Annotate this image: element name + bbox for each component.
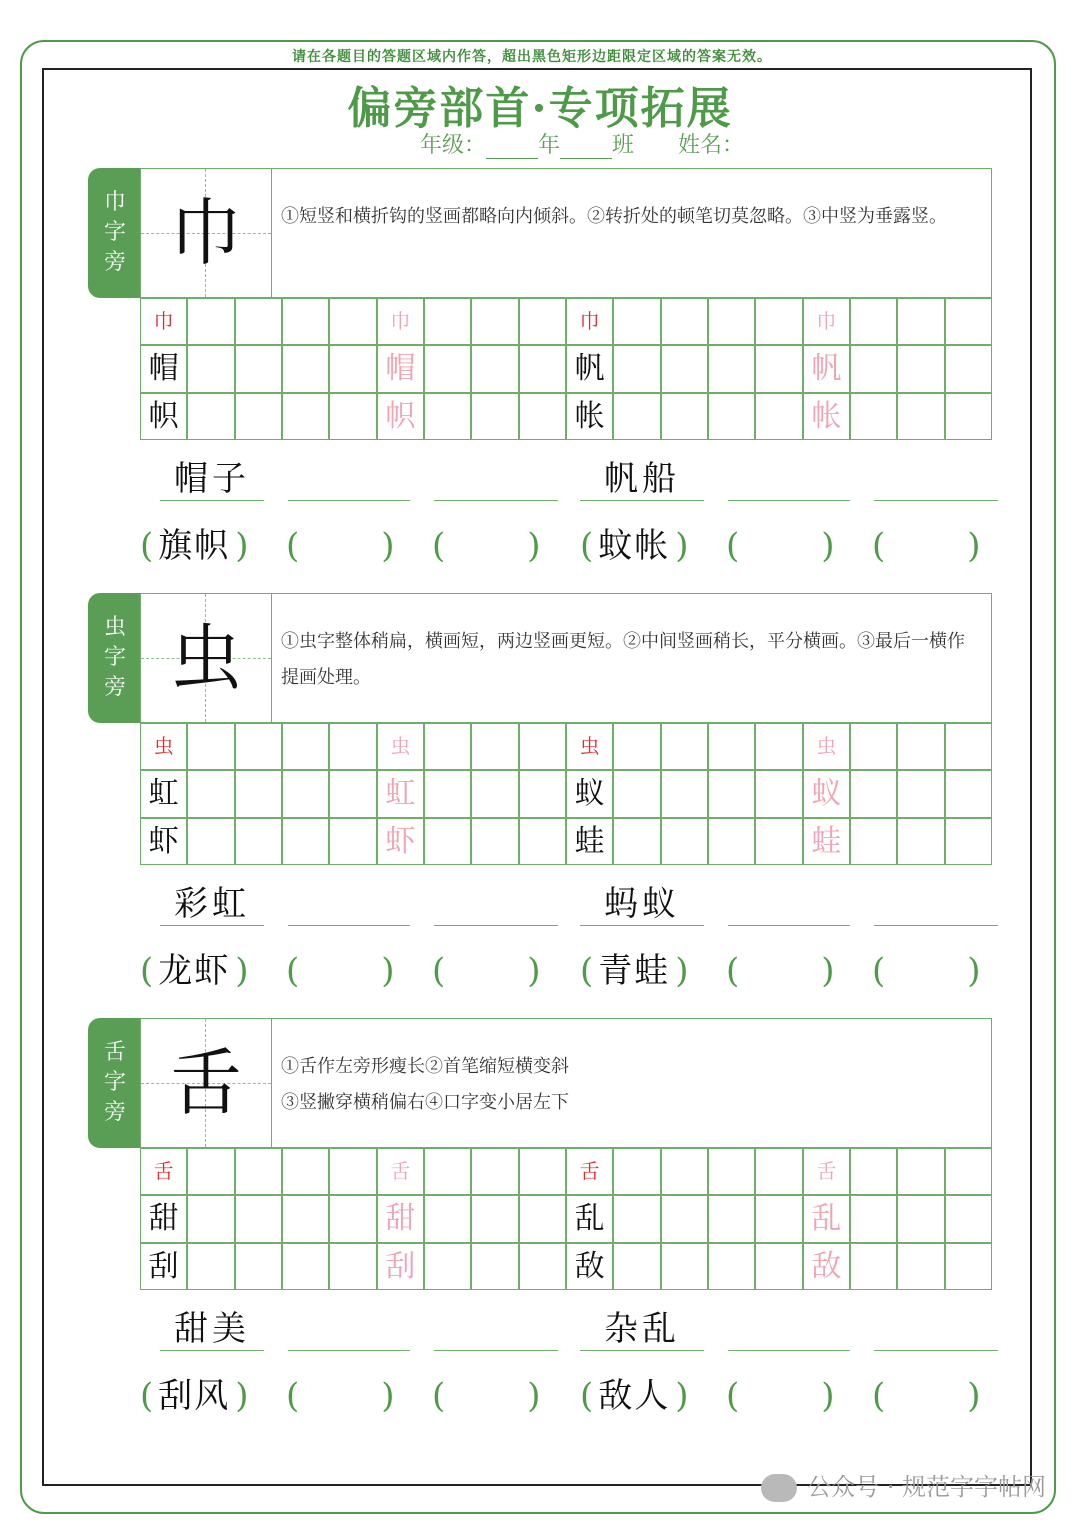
grid-cell[interactable]: 敌: [566, 1243, 613, 1290]
grid-cell[interactable]: [329, 818, 376, 865]
grid-cell[interactable]: [708, 1243, 755, 1290]
grade-label: 年级：: [420, 133, 487, 158]
grid-cell[interactable]: [235, 770, 282, 817]
paren-slot[interactable]: ( ): [286, 1376, 395, 1416]
word-line[interactable]: [728, 458, 850, 501]
grid-cell[interactable]: 蛙: [803, 818, 850, 865]
word-line[interactable]: [874, 883, 998, 926]
grid-cell[interactable]: [850, 818, 897, 865]
word-line[interactable]: [434, 458, 558, 501]
grid-cell[interactable]: [329, 298, 376, 345]
grid-cell[interactable]: 乱: [803, 1195, 850, 1242]
section-tab: [88, 1018, 142, 1148]
grid-cell[interactable]: [945, 1195, 992, 1242]
paren-slot[interactable]: ( 刮风 ): [140, 1368, 249, 1424]
grid-cell[interactable]: [755, 1148, 802, 1195]
grid-cell[interactable]: [187, 818, 234, 865]
grid-cell[interactable]: [519, 393, 566, 440]
grid-cell[interactable]: [471, 393, 518, 440]
class-label: 班: [612, 133, 635, 158]
grid-cell[interactable]: [661, 770, 708, 817]
tab-char: 旁: [103, 1100, 126, 1125]
grid-cell[interactable]: [897, 1148, 944, 1195]
grid-cell[interactable]: 虹: [377, 770, 424, 817]
grid-cell[interactable]: [519, 770, 566, 817]
grid-cell[interactable]: [613, 393, 660, 440]
grid-cell[interactable]: [613, 345, 660, 392]
grid-cell[interactable]: 虫: [803, 723, 850, 770]
grid-cell[interactable]: [424, 818, 471, 865]
grid-cell[interactable]: [708, 770, 755, 817]
grid-cell[interactable]: 甜: [140, 1195, 187, 1242]
word-row: [140, 458, 1000, 518]
grid-cell[interactable]: 虹: [140, 770, 187, 817]
grid-cell[interactable]: 帆: [566, 345, 613, 392]
grid-cell[interactable]: [187, 1243, 234, 1290]
grid-cell[interactable]: [471, 818, 518, 865]
grid-cell[interactable]: 巾: [140, 298, 187, 345]
name-label: 姓名：: [678, 133, 745, 158]
grid-cell[interactable]: [187, 1195, 234, 1242]
word-line[interactable]: [728, 1308, 850, 1351]
grid-cell[interactable]: [755, 345, 802, 392]
writing-tip: ①舌作左旁形瘦长②首笔缩短横变斜 ③竖撇穿横稍偏右④口字变小居左下: [281, 1056, 569, 1113]
radical-char: 巾: [169, 191, 242, 275]
grid-cell[interactable]: [424, 298, 471, 345]
tab-char: 巾: [103, 190, 126, 215]
paren-slot[interactable]: ( ): [432, 1376, 541, 1416]
grid-cell[interactable]: [708, 393, 755, 440]
grid-cell[interactable]: [755, 1195, 802, 1242]
grid-cell[interactable]: [613, 723, 660, 770]
grid-cell[interactable]: [945, 393, 992, 440]
grid-cell[interactable]: [897, 818, 944, 865]
writing-tip: ①短竖和横折钩的竖画都略向内倾斜。②转折处的顿笔切莫忽略。③中竖为垂露竖。: [281, 206, 947, 227]
grid-cell[interactable]: [424, 723, 471, 770]
grid-cell[interactable]: [282, 1148, 329, 1195]
paren-word: 青蛙: [598, 951, 671, 991]
grid-cell[interactable]: [235, 1243, 282, 1290]
grade-blank[interactable]: [486, 136, 538, 159]
grid-cell[interactable]: [708, 723, 755, 770]
grid-cell[interactable]: [235, 345, 282, 392]
tab-char: 舌: [103, 1040, 126, 1065]
radical-char: 舌: [169, 1041, 242, 1125]
grid-cell[interactable]: [282, 345, 329, 392]
watermark: [761, 1467, 1046, 1502]
word-line[interactable]: 蚂蚁: [580, 883, 704, 926]
paren-slot[interactable]: ( ): [726, 526, 835, 566]
grid-cell[interactable]: [424, 1243, 471, 1290]
radical-box: [141, 594, 272, 722]
class-blank[interactable]: [560, 136, 612, 159]
grid-cell[interactable]: [187, 345, 234, 392]
section-tab: [88, 593, 142, 723]
grid-cell[interactable]: 帜: [377, 393, 424, 440]
grid-cell[interactable]: 蚁: [803, 770, 850, 817]
paren-slot[interactable]: ( ): [872, 951, 981, 991]
grid-cell[interactable]: 虾: [140, 818, 187, 865]
grid-cell[interactable]: [519, 298, 566, 345]
grid-cell[interactable]: [187, 1148, 234, 1195]
grid-cell[interactable]: 巾: [803, 298, 850, 345]
paren-slot[interactable]: ( ): [872, 526, 981, 566]
grid-cell[interactable]: [519, 345, 566, 392]
grid-cell[interactable]: [897, 345, 944, 392]
paren-slot[interactable]: ( 青蛙 ): [580, 943, 689, 999]
grid-cell[interactable]: [661, 723, 708, 770]
grid-cell[interactable]: [613, 1195, 660, 1242]
grid-cell[interactable]: [282, 393, 329, 440]
grid-cell[interactable]: 帽: [140, 345, 187, 392]
word-line[interactable]: [288, 883, 410, 926]
grid-cell[interactable]: [282, 298, 329, 345]
word-line[interactable]: [874, 458, 998, 501]
word-line[interactable]: [288, 458, 410, 501]
page-title: 偏旁部首·专项拓展: [347, 83, 733, 134]
grid-cell[interactable]: 舌: [803, 1148, 850, 1195]
grid-cell[interactable]: [661, 298, 708, 345]
radical-section: [88, 168, 994, 604]
grid-cell[interactable]: 舌: [377, 1148, 424, 1195]
grid-cell[interactable]: [235, 1195, 282, 1242]
grid-cell[interactable]: [945, 770, 992, 817]
paren-word: 敌人: [598, 1376, 671, 1416]
grid-cell[interactable]: [471, 1195, 518, 1242]
grid-cell[interactable]: 蚁: [566, 770, 613, 817]
grid-cell[interactable]: [424, 393, 471, 440]
grid-cell[interactable]: [329, 1243, 376, 1290]
grid-cell[interactable]: [424, 1195, 471, 1242]
grid-cell[interactable]: [897, 723, 944, 770]
grid-cell[interactable]: [471, 298, 518, 345]
radical-char: 虫: [169, 616, 242, 700]
grid-cell[interactable]: 敌: [803, 1243, 850, 1290]
practice-grid: [140, 723, 992, 865]
grid-cell[interactable]: [945, 345, 992, 392]
grid-cell[interactable]: [850, 723, 897, 770]
grid-cell[interactable]: [850, 1195, 897, 1242]
grid-cell[interactable]: [519, 1243, 566, 1290]
writing-tip: ①虫字整体稍扁，横画短，两边竖画更短。②中间竖画稍长，平分横画。③最后一横作提画处理。: [281, 631, 965, 688]
grid-cell[interactable]: [613, 1243, 660, 1290]
grid-cell[interactable]: [897, 770, 944, 817]
grid-cell[interactable]: 刮: [377, 1243, 424, 1290]
grid-cell[interactable]: [519, 723, 566, 770]
grid-cell[interactable]: 蛙: [566, 818, 613, 865]
grid-cell[interactable]: [329, 770, 376, 817]
grid-cell[interactable]: [613, 298, 660, 345]
grid-cell[interactable]: 乱: [566, 1195, 613, 1242]
grid-cell[interactable]: [897, 1195, 944, 1242]
grid-cell[interactable]: 虾: [377, 818, 424, 865]
word-line[interactable]: 帽子: [160, 458, 264, 501]
grid-cell[interactable]: [850, 298, 897, 345]
tab-char: 字: [103, 645, 126, 670]
grid-cell[interactable]: [282, 770, 329, 817]
grid-cell[interactable]: [519, 1195, 566, 1242]
grid-cell[interactable]: [471, 1243, 518, 1290]
paren-slot[interactable]: ( 旗帜 ): [140, 518, 249, 574]
tab-char: 字: [103, 1070, 126, 1095]
grid-cell[interactable]: [850, 1243, 897, 1290]
paren-slot[interactable]: ( ): [286, 951, 395, 991]
practice-grid: [140, 298, 992, 440]
grid-cell[interactable]: [424, 345, 471, 392]
grid-cell[interactable]: 帆: [803, 345, 850, 392]
grid-cell[interactable]: [708, 1148, 755, 1195]
grid-cell[interactable]: [945, 818, 992, 865]
radical-section: [88, 593, 994, 1029]
grid-cell[interactable]: [329, 1148, 376, 1195]
paren-slot[interactable]: ( ): [286, 526, 395, 566]
grid-cell[interactable]: [661, 1148, 708, 1195]
grid-cell[interactable]: [897, 1243, 944, 1290]
grid-cell[interactable]: [708, 818, 755, 865]
grid-cell[interactable]: [755, 1243, 802, 1290]
grid-cell[interactable]: [661, 1243, 708, 1290]
paren-word: 刮风: [158, 1376, 231, 1416]
grid-cell[interactable]: [755, 393, 802, 440]
grid-cell[interactable]: [661, 345, 708, 392]
grid-cell[interactable]: [235, 298, 282, 345]
grid-cell[interactable]: [471, 1148, 518, 1195]
grid-cell[interactable]: [424, 770, 471, 817]
tab-char: 旁: [103, 675, 126, 700]
grid-cell[interactable]: [329, 723, 376, 770]
grid-cell[interactable]: [945, 298, 992, 345]
grid-cell[interactable]: [945, 1148, 992, 1195]
grid-cell[interactable]: [235, 1148, 282, 1195]
word-line[interactable]: [434, 1308, 558, 1351]
grid-cell[interactable]: [708, 298, 755, 345]
paren-slot[interactable]: ( ): [726, 1376, 835, 1416]
grid-cell[interactable]: [897, 298, 944, 345]
wechat-icon: [761, 1474, 797, 1502]
grid-cell[interactable]: [755, 818, 802, 865]
grid-cell[interactable]: [187, 298, 234, 345]
notice-text: 请在各题目的答题区域内作答，超出黑色矩形边距限定区域的答案无效。: [292, 49, 772, 65]
grid-cell[interactable]: [661, 1195, 708, 1242]
grid-cell[interactable]: [519, 818, 566, 865]
grid-cell[interactable]: 巾: [377, 298, 424, 345]
grid-cell[interactable]: 虫: [140, 723, 187, 770]
grid-cell[interactable]: [471, 345, 518, 392]
grid-cell[interactable]: [850, 770, 897, 817]
grid-cell[interactable]: [329, 1195, 376, 1242]
grid-cell[interactable]: [471, 723, 518, 770]
grid-cell[interactable]: [329, 345, 376, 392]
grid-cell[interactable]: 舌: [140, 1148, 187, 1195]
practice-grid: [140, 1148, 992, 1290]
grid-cell[interactable]: [329, 393, 376, 440]
radical-section: [88, 1018, 994, 1454]
grid-cell[interactable]: [519, 1148, 566, 1195]
paren-slot[interactable]: ( 蚊帐 ): [580, 518, 689, 574]
year-label: 年: [538, 133, 561, 158]
section-tab: [88, 168, 142, 298]
tab-char: 旁: [103, 250, 126, 275]
grid-cell[interactable]: [850, 345, 897, 392]
paren-slot[interactable]: ( 龙虾 ): [140, 943, 249, 999]
grid-cell[interactable]: 帜: [140, 393, 187, 440]
paren-word: 蚊帐: [598, 526, 671, 566]
grid-cell[interactable]: [187, 723, 234, 770]
grid-cell[interactable]: [850, 1148, 897, 1195]
section-header: [140, 168, 992, 298]
grid-cell[interactable]: [945, 723, 992, 770]
word-line[interactable]: 帆船: [580, 458, 704, 501]
word-line[interactable]: 甜美: [160, 1308, 264, 1351]
grid-cell[interactable]: [187, 393, 234, 440]
grid-cell[interactable]: [708, 1195, 755, 1242]
paren-slot[interactable]: ( 敌人 ): [580, 1368, 689, 1424]
paren-word: 龙虾: [158, 951, 231, 991]
word-row: [140, 1308, 1000, 1368]
section-header: [140, 1018, 992, 1148]
grid-cell[interactable]: [235, 818, 282, 865]
grid-cell[interactable]: [661, 393, 708, 440]
radical-box: [141, 1019, 272, 1147]
grid-cell[interactable]: [613, 770, 660, 817]
grid-cell[interactable]: [235, 393, 282, 440]
grid-cell[interactable]: 帽: [377, 345, 424, 392]
word-line[interactable]: [728, 883, 850, 926]
grid-cell[interactable]: 巾: [566, 298, 613, 345]
paren-slot[interactable]: ( ): [432, 951, 541, 991]
grid-cell[interactable]: [282, 818, 329, 865]
paren-word: 旗帜: [158, 526, 231, 566]
paren-slot[interactable]: ( ): [872, 1376, 981, 1416]
paren-slot[interactable]: ( ): [726, 951, 835, 991]
grid-cell[interactable]: [282, 1195, 329, 1242]
word-line[interactable]: 彩虹: [160, 883, 264, 926]
grid-cell[interactable]: [282, 1243, 329, 1290]
grid-cell[interactable]: [708, 345, 755, 392]
watermark-text: 公众号 · 规范字字帖网: [807, 1473, 1046, 1501]
grid-cell[interactable]: [850, 393, 897, 440]
grid-cell[interactable]: 虫: [377, 723, 424, 770]
word-line[interactable]: 杂乱: [580, 1308, 704, 1351]
grid-cell[interactable]: 帐: [803, 393, 850, 440]
grid-cell[interactable]: 帐: [566, 393, 613, 440]
tab-char: 虫: [103, 615, 126, 640]
word-row: [140, 883, 1000, 943]
grid-cell[interactable]: [282, 723, 329, 770]
grid-cell[interactable]: 刮: [140, 1243, 187, 1290]
grid-cell[interactable]: [235, 723, 282, 770]
grid-cell[interactable]: [897, 393, 944, 440]
paren-slot[interactable]: ( ): [432, 526, 541, 566]
grid-cell[interactable]: [613, 818, 660, 865]
tab-char: 字: [103, 220, 126, 245]
grid-cell[interactable]: [424, 1148, 471, 1195]
grid-cell[interactable]: [755, 298, 802, 345]
grid-cell[interactable]: 甜: [377, 1195, 424, 1242]
section-header: [140, 593, 992, 723]
grid-cell[interactable]: [471, 770, 518, 817]
grid-cell[interactable]: [945, 1243, 992, 1290]
grid-cell[interactable]: [755, 723, 802, 770]
grid-cell[interactable]: [613, 1148, 660, 1195]
word-line[interactable]: [288, 1308, 410, 1351]
word-line[interactable]: [874, 1308, 998, 1351]
grid-cell[interactable]: 虫: [566, 723, 613, 770]
word-line[interactable]: [434, 883, 558, 926]
radical-box: [141, 169, 272, 297]
grid-cell[interactable]: 舌: [566, 1148, 613, 1195]
grid-cell[interactable]: [661, 818, 708, 865]
student-info: [420, 128, 744, 159]
grid-cell[interactable]: [755, 770, 802, 817]
grid-cell[interactable]: [187, 770, 234, 817]
